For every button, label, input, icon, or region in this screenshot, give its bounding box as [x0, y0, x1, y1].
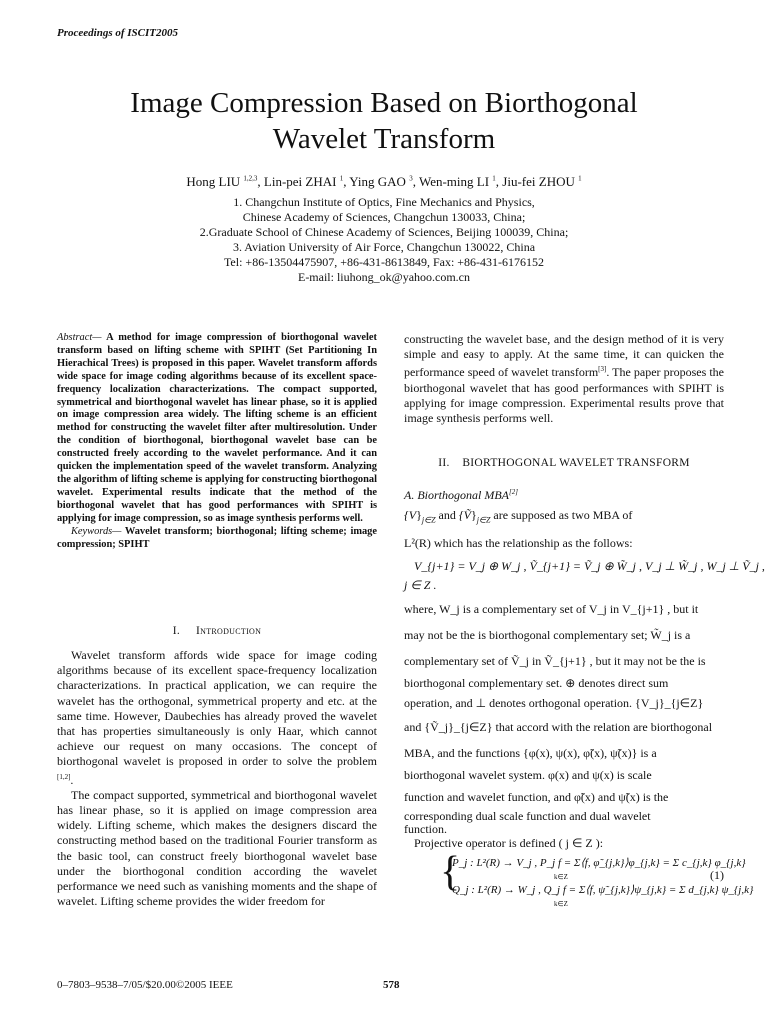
author: Wen-ming LI $^1$,: [418, 174, 503, 189]
math-line: j ∈ Z .: [404, 578, 437, 592]
sum-index: k∈Z: [554, 900, 568, 908]
affiliations: [40, 195, 728, 285]
running-head: Proceedings of ISCIT2005: [57, 27, 178, 39]
math-line: biorthogonal wavelet system. φ(x) and ψ(x) is scale: [404, 768, 652, 782]
page-number: 578: [383, 979, 400, 991]
author: Ying GAO $^3$,: [349, 174, 419, 189]
math-line: and {Ṽ_j}_{j∈Z} that accord with the relation are biorthogonal: [404, 720, 713, 734]
copyright-footer: 0–7803–9538–7/05/$20.00©2005 IEEE: [57, 979, 233, 991]
subsection-heading: A. Biorthogonal MBA[2]: [404, 488, 518, 502]
author: Jiu-fei ZHOU $^1$: [502, 174, 582, 189]
keywords-label: Keywords—: [71, 525, 122, 537]
equation-number: (1): [710, 868, 724, 882]
author-list: [40, 174, 728, 190]
paragraph: The compact supported, symmetrical and biorthogonal wavelet has linear phase, so it is applied on image compression area widely. Lifting scheme, which makes the designers discard the constructing method based on the traditional Fourier transform as the basic tool, can construct freely biorthogonal wavelet base under the biorthogonal condition according the wavelet performance we need such as vanishing moments and the shape of wavelet. Lifting scheme provides the wider freedom for: [57, 787, 377, 909]
abstract-text: A method for image compression of biorthogonal wavelet transform based on lifting scheme with SPIHT (Set Partitioning In Hierachical Trees) is proposed in this paper. Wavelet transform affords wide space for image coding algorithms because of its excellent space-frequency localization characterizations. The compact supported, symmetrical and biorthogonal wavelet has linear phase, so it is applied on image compression area widely. The lifting scheme is an efficient method for constructing the wavelet filter after multiresolution. Under the condition of biorthogonal, biorthogonal wavelet base can be constructed freely according to the wavelet performance. And it can quicken the implementation speed of the wavelet transform. Analyzing the algorithm of lifting scheme is applying for constructing biorthogonal wavelet. Experimental results indicate that the method of the biorthogonal wavelet that has good performances with SPIHT is applying for image compression, so as image synthesis performs well.: [57, 332, 377, 524]
section-heading-biorthogonal: II. BIORTHOGONAL WAVELET TRANSFORM: [438, 457, 690, 469]
math-line: function.: [404, 822, 447, 836]
paper-title: [40, 85, 728, 157]
affiliation-line: Chinese Academy of Sciences, Changchun 130033, China;: [242, 210, 526, 224]
math-line: MBA, and the functions {φ(x), ψ(x), φ̃(x), ψ̃(x)} is a: [404, 746, 657, 760]
abstract: [57, 332, 377, 551]
title-line-2: Wavelet Transform: [272, 123, 496, 155]
equation-brace: {: [440, 849, 461, 895]
math-line: function and wavelet function, and φ̃(x) and ψ̃(x) is the: [404, 790, 669, 804]
math-line: corresponding dual scale function and dual wavelet: [404, 809, 651, 823]
affiliation-line: 1. Changchun Institute of Optics, Fine Mechanics and Physics,: [233, 195, 535, 209]
sum-index: k∈Z: [554, 873, 568, 881]
math-line: biorthogonal complementary set. ⊕ denotes direct sum: [404, 676, 669, 690]
introduction-body: [57, 648, 377, 909]
author: Hong LIU $^{1,2,3}$,: [186, 174, 264, 189]
abstract-label: Abstract—: [57, 332, 102, 343]
section-heading-introduction: I. Introduction: [172, 625, 262, 637]
equation-projection-p: P_j : L²(R) → V_j , P_j f = Σ⟨f, φ̃_{j,k}⟩φ_{j,k} = Σ c_{j,k} φ_{j,k}: [452, 857, 746, 869]
keywords-text: Wavelet transform; biorthogonal; lifting scheme; image compression; SPIHT: [57, 525, 377, 550]
author: Lin-pei ZHAI $^1$,: [263, 174, 350, 189]
math-line: may not be the is biorthogonal complementary set; W̃_j is a: [404, 628, 691, 642]
math-equation-line: V_{j+1} = V_j ⊕ W_j , Ṽ_{j+1} = Ṽ_j ⊕ W̃_j , V_j ⊥ W̃_j , W_j ⊥ Ṽ_j ,: [414, 559, 765, 573]
affiliation-line: 3. Aviation University of Air Force, Changchun 130022, China: [232, 240, 536, 254]
math-line: where, W_j is a complementary set of V_j in V_{j+1} , but it: [404, 602, 699, 616]
email-line: E-mail: liuhong_ok@yahoo.com.cn: [297, 270, 471, 284]
math-line: operation, and ⊥ denotes orthogonal operation. {V_j}_{j∈Z}: [404, 696, 704, 710]
math-line: L²(R) which has the relationship as the follows:: [404, 536, 633, 550]
math-line: Projective operator is defined ( j ∈ Z ):: [414, 836, 604, 850]
paragraph: Wavelet transform affords wide space for image coding algorithms because of its excellent space-frequency localization characterizations. In practical application, we can require the wavelet has the orthogonal, symmetrical property and etc. at the same time. However, Daubechies has already proved the wavelet that has properties simultaneously is only Haar, which cannot achieve our request on many occasions. The concept of biorthogonal wavelet is proposed in order to solve the problem [1,2].: [57, 648, 377, 787]
math-line: $\{V\}_{j\in Z}$ and $\{Ṽ\}_{j\in Z}$ are supposed as two MBA of: [404, 508, 633, 525]
contact-line: Tel: +86-13504475907, +86-431-8613849, Fax: +86-431-6176152: [223, 255, 545, 269]
affiliation-line: 2.Graduate School of Chinese Academy of Sciences, Beijing 100039, China;: [199, 225, 569, 239]
title-line-1: Image Compression Based on Biorthogonal: [130, 87, 638, 119]
right-column-intro-continuation: constructing the wavelet base, and the design method of it is very simple and easy to apply. At the same time, it can quicken the performance speed of wavelet transform[3]. The paper proposes the biorthogonal wavelet that has good performances with SPIHT is applying for image compression. Experimental results prove that image synthesis performs well.: [404, 332, 724, 426]
equation-projection-q: Q_j : L²(R) → W_j , Q_j f = Σ⟨f, ψ̃_{j,k}⟩ψ_{j,k} = Σ d_{j,k} ψ_{j,k}: [452, 884, 754, 896]
math-line: complementary set of Ṽ_j in Ṽ_{j+1} , but it may not be the is: [404, 654, 706, 668]
